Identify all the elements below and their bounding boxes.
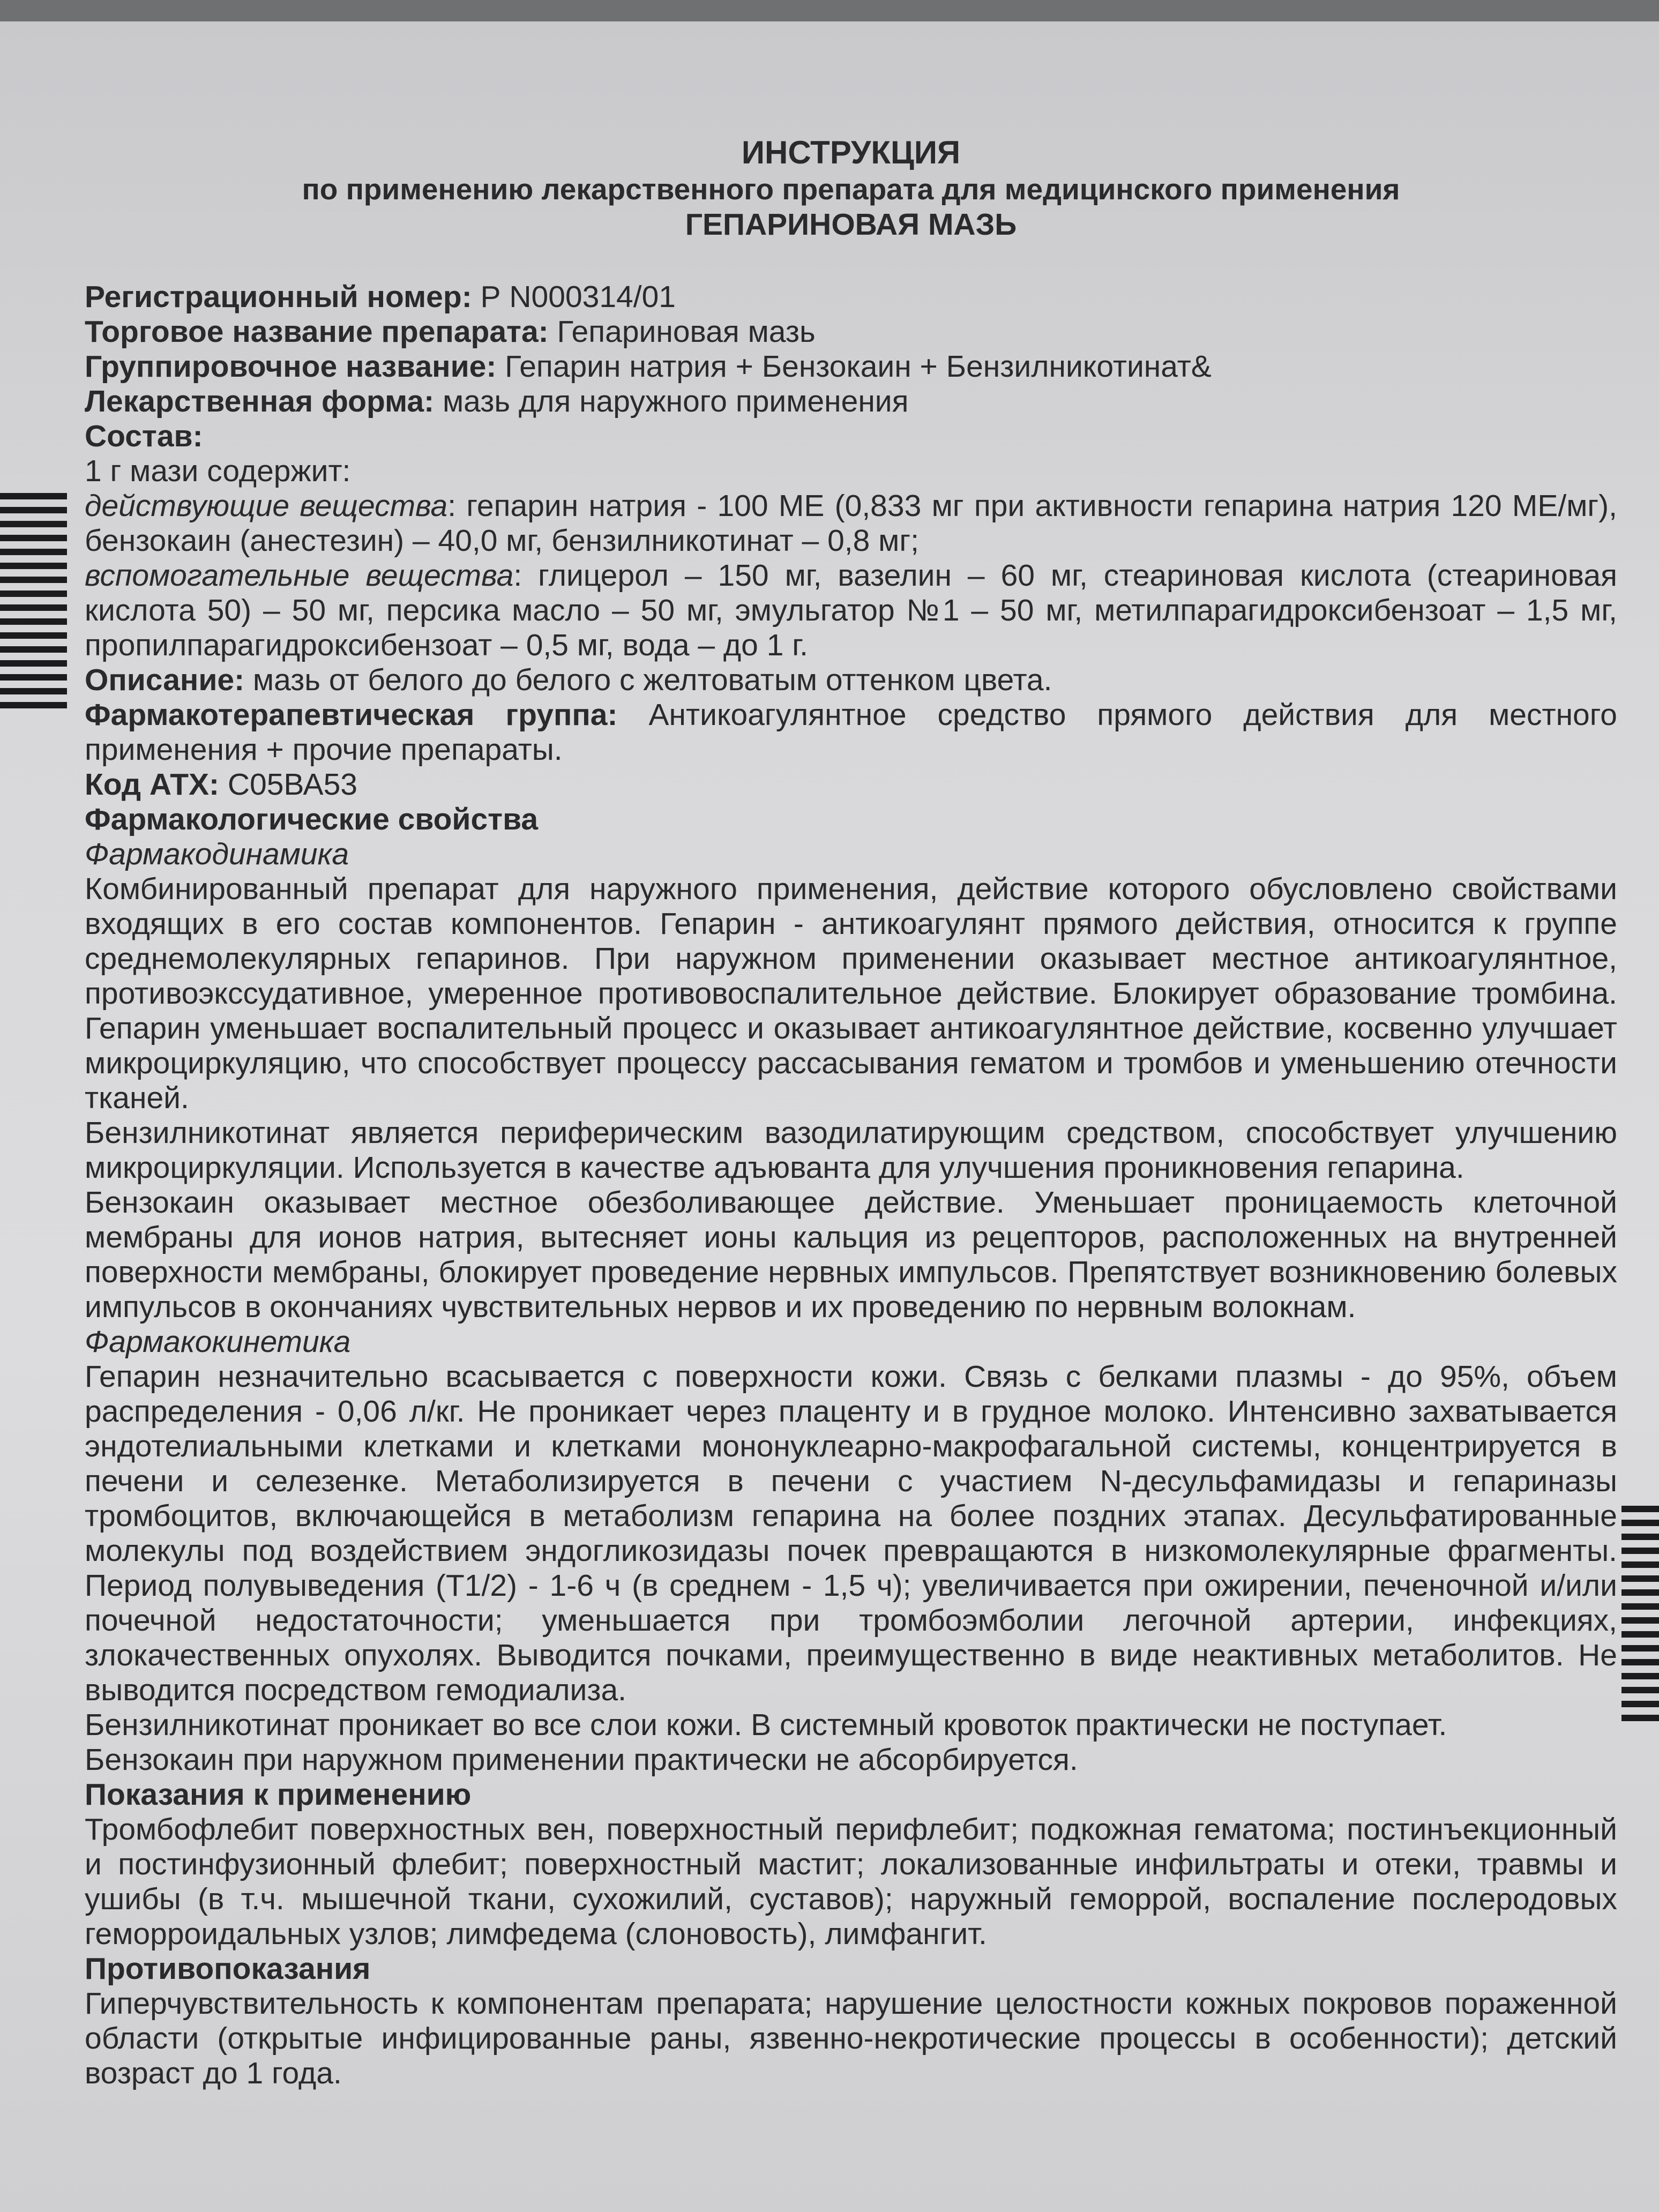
field-label: Фармакотерапевтическая группа: bbox=[85, 698, 618, 732]
excipients bbox=[85, 558, 1617, 663]
pharmacokinetics-heading: Фармакокинетика bbox=[85, 1325, 351, 1359]
pharmacodynamics-paragraph: Бензокаин оказывает местное обезболивающее действие. Уменьшает проницаемость клеточной мембраны для ионов натрия, вытесняет ионы кальция из рецепторов, расположенных на внутренней поверхности мембраны, блокирует проведение нервных импульсов. Препятствует возникновению болевых импульсов в окончаниях чувствительных нервов и их проведению по нервным волокнам. bbox=[85, 1185, 1617, 1324]
field-label: Лекарственная форма: bbox=[85, 384, 435, 419]
document-title: ИНСТРУКЦИЯ bbox=[741, 134, 961, 170]
drug-name-heading: ГЕПАРИНОВАЯ МАЗЬ bbox=[685, 207, 1017, 242]
dosage-form bbox=[85, 384, 1617, 419]
contraindications-heading: Противопоказания bbox=[85, 1952, 371, 1986]
pharmacodynamics-paragraph: Бензилникотинат является периферическим вазодилатирующим средством, способствует улучшению микроциркуляции. Используется в качестве адъюванта для улучшения проникновения гепарина. bbox=[85, 1116, 1617, 1185]
pharmacokinetics-paragraph: Бензокаин при наружном применении практически не абсорбируется. bbox=[85, 1743, 1078, 1777]
document-subtitle: по применению лекарственного препарата для медицинского применения bbox=[302, 173, 1400, 206]
pharmacodynamics-heading: Фармакодинамика bbox=[85, 837, 349, 871]
description bbox=[85, 663, 1617, 698]
field-label: Регистрационный номер: bbox=[85, 280, 472, 314]
field-value: Антикоагулянтное средство прямого действия для местного применения + прочие препараты. bbox=[85, 698, 1617, 767]
pharmacotherapeutic-group bbox=[85, 698, 1617, 767]
field-value: Р N000314/01 bbox=[472, 280, 676, 314]
field-value: мазь от белого до белого с желтоватым оттенком цвета. bbox=[244, 663, 1052, 697]
field-label: Группировочное название: bbox=[85, 349, 497, 384]
field-value: мазь для наружного применения bbox=[434, 384, 909, 419]
pharmacology-heading: Фармакологические свойства bbox=[85, 802, 539, 836]
field-label: Описание: bbox=[85, 663, 245, 697]
field-value: : гепарин натрия - 100 МЕ (0,833 мг при активности гепарина натрия 120 МЕ/мг), бензокаин (анестезин) – 40,0 мг, бензилникотинат – 0,8 мг; bbox=[85, 489, 1617, 558]
barcode-strip-right bbox=[1621, 1506, 1659, 1729]
trade-name bbox=[85, 315, 1617, 349]
indications-text: Тромбофлебит поверхностных вен, поверхностный перифлебит; подкожная гематома; постинъекционный и постинфузионный флебит; поверхностный мастит; локализованные инфильтраты и отеки, травмы и ушибы (в т.ч. мышечной ткани, сухожилий, суставов); наружный геморрой, воспаление послеродовых геморроидальных узлов; лимфедема (слоновость), лимфангит. bbox=[85, 1812, 1617, 1951]
field-label: Код АТХ: bbox=[85, 767, 220, 802]
indications-heading: Показания к применению bbox=[85, 1777, 472, 1812]
pharmacodynamics-paragraph: Комбинированный препарат для наружного применения, действие которого обусловлено свойствами входящих в его состав компонентов. Гепарин - антикоагулянт прямого действия, относится к группе среднемолекулярных гепаринов. При наружном применении оказывает местное антикоагулянтное, противоэкссудативное, умеренное противовоспалительное действие. Блокирует образование тромбина. Гепарин уменьшает воспалительный процесс и оказывает антикоагулянтное действие, косвенно улучшает микроциркуляцию, что способствует процессу рассасывания гематом и тромбов и уменьшению отечности тканей. bbox=[85, 872, 1617, 1115]
pharmacokinetics-paragraph: Гепарин незначительно всасывается с поверхности кожи. Связь с белками плазмы - до 95%, объем распределения - 0,06 л/кг. Не проникает через плаценту и в грудное молоко. Интенсивно захватывается эндотелиальными клетками и клетками мононуклеарно-макрофагальной системы, концентрируется в печени и селезенке. Метаболизируется в печени с участием N-десульфамидазы и гепариназы тромбоцитов, включающейся в метаболизм гепарина на более поздних этапах. Десульфатированные молекулы под воздействием эндогликозидазы почек превращаются в низкомолекулярные фрагменты. Период полувыведения (Т1/2) - 1-6 ч (в среднем - 1,5 ч); увеличивается при ожирении, печеночной и/или почечной недостаточности; уменьшается при тромбоэмболии легочной артерии, инфекциях, злокачественных опухолях. Выводится почками, преимущественно в виде неактивных метаболитов. Не выводится посредством гемодиализа. bbox=[85, 1359, 1617, 1707]
field-value: Гепариновая мазь bbox=[548, 315, 816, 349]
field-label: Торговое название препарата: bbox=[85, 315, 549, 349]
field-value: Гепарин натрия + Бензокаин + Бензилникотинат& bbox=[496, 349, 1212, 384]
instruction-sheet bbox=[0, 21, 1659, 2212]
registration-number bbox=[85, 280, 1617, 315]
field-label: вспомогательные вещества bbox=[85, 558, 514, 593]
atc-code bbox=[85, 767, 1617, 802]
document-header bbox=[85, 134, 1617, 242]
group-name bbox=[85, 349, 1617, 384]
field-value: : глицерол – 150 мг, вазелин – 60 мг, стеариновая кислота (стеариновая кислота 50) – 50 мг, персика масло – 50 мг, эмульгатор №1 – 50 мг, метилпарагидроксибензоат – 1,5 мг, пропилпарагидроксибензоат – 0,5 мг, вода – до 1 г. bbox=[85, 558, 1617, 662]
field-label: действующие вещества bbox=[85, 489, 448, 523]
active-substances bbox=[85, 489, 1617, 558]
document-body bbox=[85, 134, 1617, 2091]
per-gram-line: 1 г мази содержит: bbox=[85, 454, 351, 488]
field-value: С05ВА53 bbox=[219, 767, 357, 802]
composition-heading: Состав: bbox=[85, 419, 203, 453]
contraindications-text: Гиперчувствительность к компонентам препарата; нарушение целостности кожных покровов пораженной области (открытые инфицированные раны, язвенно-некротические процессы в особенности); детский возраст до 1 года. bbox=[85, 1986, 1617, 2090]
pharmacokinetics-paragraph: Бензилникотинат проникает во все слои кожи. В системный кровоток практически не поступает. bbox=[85, 1708, 1447, 1742]
barcode-strip-left bbox=[0, 493, 67, 716]
